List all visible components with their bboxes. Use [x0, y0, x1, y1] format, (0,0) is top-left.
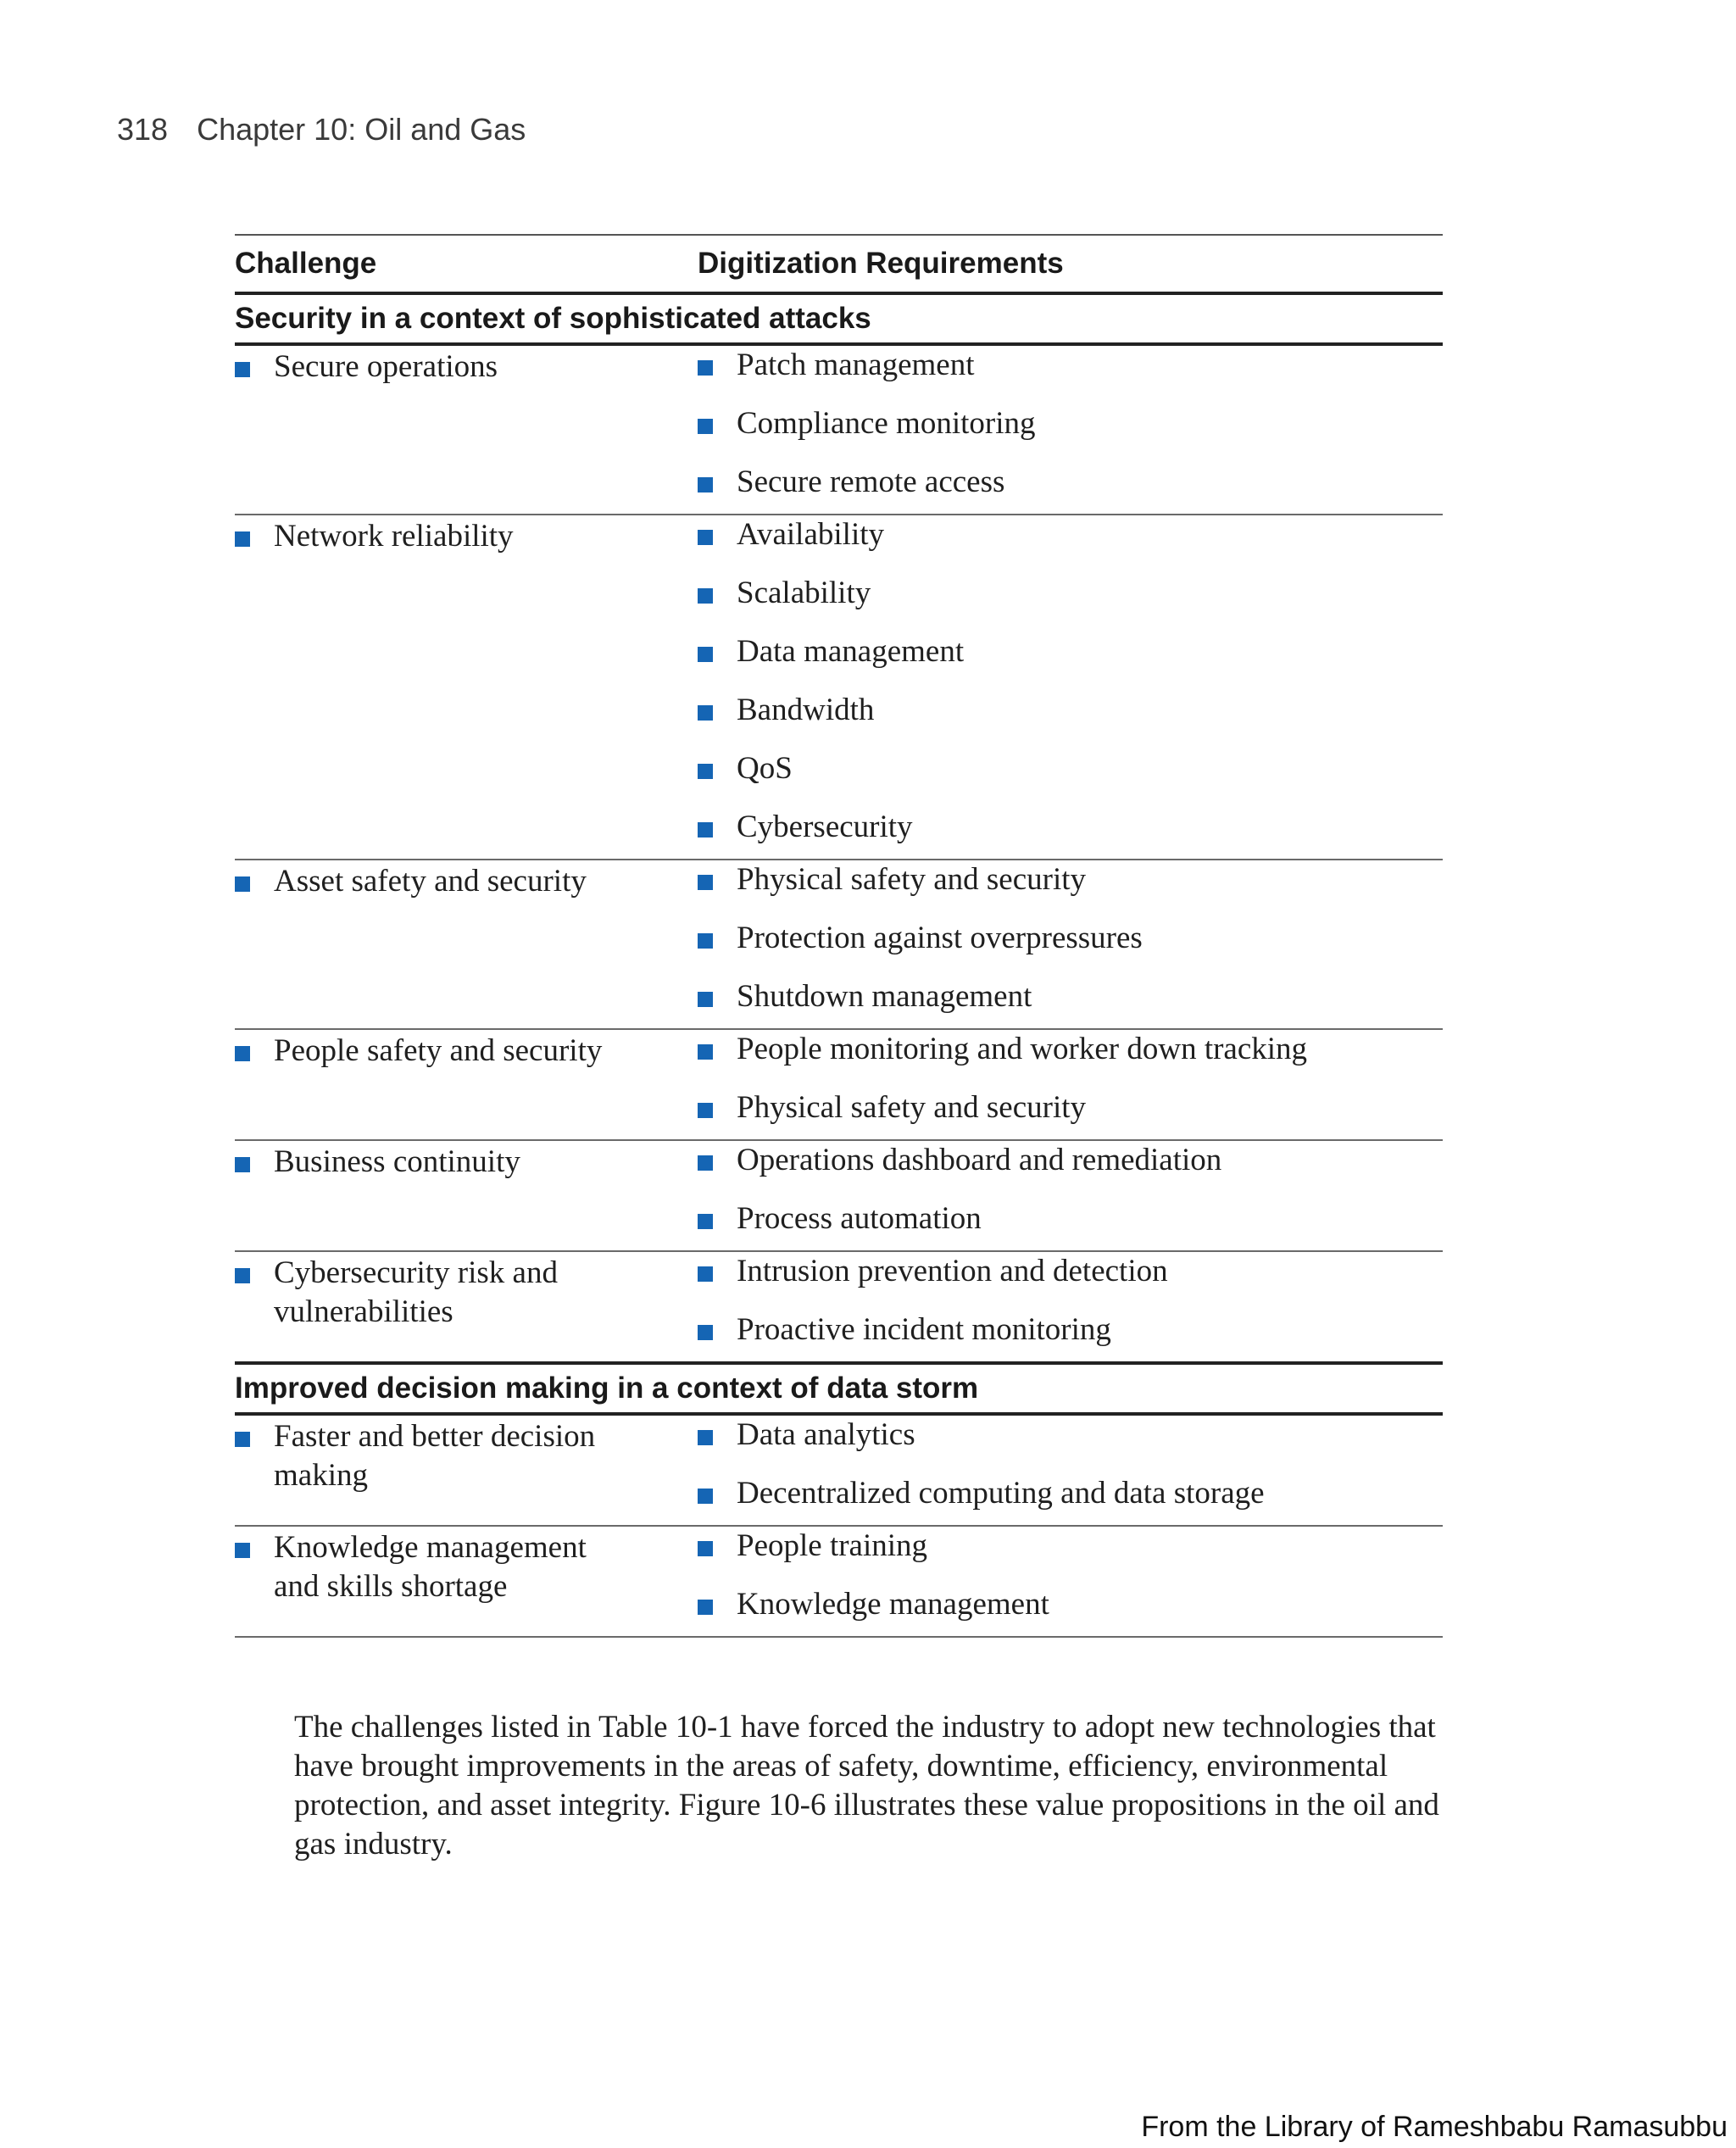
table-bottom-rule	[235, 1636, 1443, 1638]
requirement-label: QoS	[737, 751, 793, 786]
challenge-item	[235, 1032, 698, 1071]
square-bullet-icon	[698, 992, 713, 1007]
requirement-label: Physical safety and security	[737, 862, 1087, 897]
challenge-label: Business continuity	[274, 1144, 520, 1179]
square-bullet-icon	[698, 1325, 713, 1340]
requirements-cell	[698, 1527, 1443, 1636]
table-header-row	[235, 236, 1443, 292]
requirements-cell	[698, 1141, 1443, 1250]
requirement-label: Protection against overpressures	[737, 921, 1143, 955]
requirement-item	[698, 691, 1443, 749]
requirement-label: Data analytics	[737, 1417, 915, 1452]
table-row	[235, 346, 1443, 514]
requirement-item	[698, 1252, 1443, 1311]
requirement-label: Compliance monitoring	[737, 406, 1036, 441]
body-paragraph: The challenges listed in Table 10-1 have forced the industry to adopt new technologies that have brought improvements in the areas of safety, downtime, efficiency, environmental protection, and asset integrity. Figure 10-6 illustrates these value propositions in the oil and gas industry.	[294, 1710, 1439, 1861]
square-bullet-icon	[235, 876, 250, 892]
requirement-label: Proactive incident monitoring	[737, 1312, 1111, 1347]
square-bullet-icon	[698, 705, 713, 721]
page-number: 318	[117, 112, 169, 147]
square-bullet-icon	[235, 531, 250, 547]
table-row	[235, 1416, 1443, 1525]
requirement-label: Process automation	[737, 1201, 982, 1236]
challenge-cell	[235, 1416, 698, 1525]
requirements-cell	[698, 346, 1443, 514]
square-bullet-icon	[698, 477, 713, 492]
table-row	[235, 860, 1443, 1028]
challenge-item	[235, 517, 698, 556]
square-bullet-icon	[235, 362, 250, 377]
challenge-item	[235, 1528, 698, 1606]
square-bullet-icon	[698, 1430, 713, 1445]
requirement-label: Cybersecurity	[737, 810, 913, 844]
requirement-label: People monitoring and worker down tracking	[737, 1032, 1308, 1066]
challenge-cell	[235, 1527, 698, 1636]
requirement-item	[698, 1527, 1443, 1585]
challenge-cell	[235, 1141, 698, 1250]
square-bullet-icon	[235, 1543, 250, 1558]
square-bullet-icon	[698, 1266, 713, 1282]
square-bullet-icon	[698, 1541, 713, 1556]
square-bullet-icon	[698, 419, 713, 434]
chapter-title: Chapter 10: Oil and Gas	[197, 112, 526, 147]
challenge-item	[235, 1254, 698, 1332]
challenge-item	[235, 348, 698, 387]
requirement-label: Secure remote access	[737, 465, 1005, 499]
square-bullet-icon	[235, 1432, 250, 1447]
table-row	[235, 515, 1443, 859]
requirements-cell	[698, 860, 1443, 1028]
requirement-item	[698, 1585, 1443, 1636]
square-bullet-icon	[698, 822, 713, 837]
challenge-item	[235, 1143, 698, 1182]
requirement-item	[698, 346, 1443, 404]
requirement-item	[698, 404, 1443, 463]
requirement-item	[698, 1199, 1443, 1250]
square-bullet-icon	[235, 1157, 250, 1172]
requirements-cell	[698, 1030, 1443, 1139]
requirement-label: Knowledge management	[737, 1587, 1049, 1622]
table-row	[235, 1527, 1443, 1636]
requirement-item	[698, 574, 1443, 632]
requirement-item	[698, 1416, 1443, 1474]
requirement-item	[698, 463, 1443, 514]
requirement-item	[698, 860, 1443, 919]
challenge-label: Faster and better decision making	[274, 1419, 596, 1493]
requirement-label: Scalability	[737, 576, 871, 610]
requirements-cell	[698, 515, 1443, 859]
challenge-cell	[235, 1252, 698, 1361]
requirement-label: Bandwidth	[737, 693, 875, 727]
challenge-label: Secure operations	[274, 349, 498, 384]
challenge-cell	[235, 1030, 698, 1139]
challenge-cell	[235, 515, 698, 859]
challenges-table	[235, 234, 1443, 1638]
requirement-label: Patch management	[737, 348, 975, 382]
requirements-cell	[698, 1416, 1443, 1525]
square-bullet-icon	[698, 360, 713, 376]
running-head	[117, 112, 526, 147]
library-footer: From the Library of Rameshbabu Ramasubbu	[1141, 2111, 1728, 2143]
challenge-item	[235, 862, 698, 901]
requirement-label: People training	[737, 1528, 928, 1563]
square-bullet-icon	[698, 933, 713, 949]
requirement-label: Operations dashboard and remediation	[737, 1143, 1222, 1177]
square-bullet-icon	[698, 530, 713, 545]
challenge-label: Network reliability	[274, 519, 514, 554]
square-bullet-icon	[698, 588, 713, 604]
requirement-label: Intrusion prevention and detection	[737, 1254, 1168, 1288]
requirement-item	[698, 515, 1443, 574]
square-bullet-icon	[698, 1044, 713, 1060]
requirement-item	[698, 977, 1443, 1028]
table-row	[235, 1252, 1443, 1361]
requirement-item	[698, 808, 1443, 859]
square-bullet-icon	[698, 875, 713, 890]
requirements-cell	[698, 1252, 1443, 1361]
challenge-item	[235, 1417, 698, 1495]
square-bullet-icon	[698, 647, 713, 662]
requirement-item	[698, 919, 1443, 977]
requirement-label: Physical safety and security	[737, 1090, 1087, 1125]
requirement-item	[698, 632, 1443, 691]
square-bullet-icon	[698, 1600, 713, 1615]
table-row	[235, 1030, 1443, 1139]
challenge-label: Asset safety and security	[274, 864, 587, 899]
requirement-item	[698, 1474, 1443, 1525]
section-title: Improved decision making in a context of data storm	[235, 1372, 979, 1405]
square-bullet-icon	[698, 1489, 713, 1504]
square-bullet-icon	[235, 1046, 250, 1061]
section-title: Security in a context of sophisticated attacks	[235, 302, 871, 335]
requirement-label: Data management	[737, 634, 965, 669]
challenge-cell	[235, 346, 698, 514]
challenge-label: Knowledge management and skills shortage	[274, 1530, 587, 1604]
square-bullet-icon	[698, 1103, 713, 1118]
requirement-label: Decentralized computing and data storage	[737, 1476, 1265, 1511]
requirement-item	[698, 1088, 1443, 1139]
challenge-label: Cybersecurity risk and vulnerabilities	[274, 1255, 558, 1329]
requirement-item	[698, 1141, 1443, 1199]
requirement-label: Availability	[737, 517, 884, 552]
requirement-label: Shutdown management	[737, 979, 1032, 1014]
challenge-label: People safety and security	[274, 1033, 603, 1068]
table-body	[235, 292, 1443, 1638]
square-bullet-icon	[698, 1214, 713, 1229]
square-bullet-icon	[698, 764, 713, 779]
square-bullet-icon	[235, 1268, 250, 1283]
challenge-cell	[235, 860, 698, 1028]
table-row	[235, 1141, 1443, 1250]
square-bullet-icon	[698, 1155, 713, 1171]
requirement-item	[698, 749, 1443, 808]
column-header-challenge: Challenge	[235, 247, 377, 280]
requirement-item	[698, 1311, 1443, 1361]
requirement-item	[698, 1030, 1443, 1088]
column-header-requirements: Digitization Requirements	[698, 247, 1064, 280]
